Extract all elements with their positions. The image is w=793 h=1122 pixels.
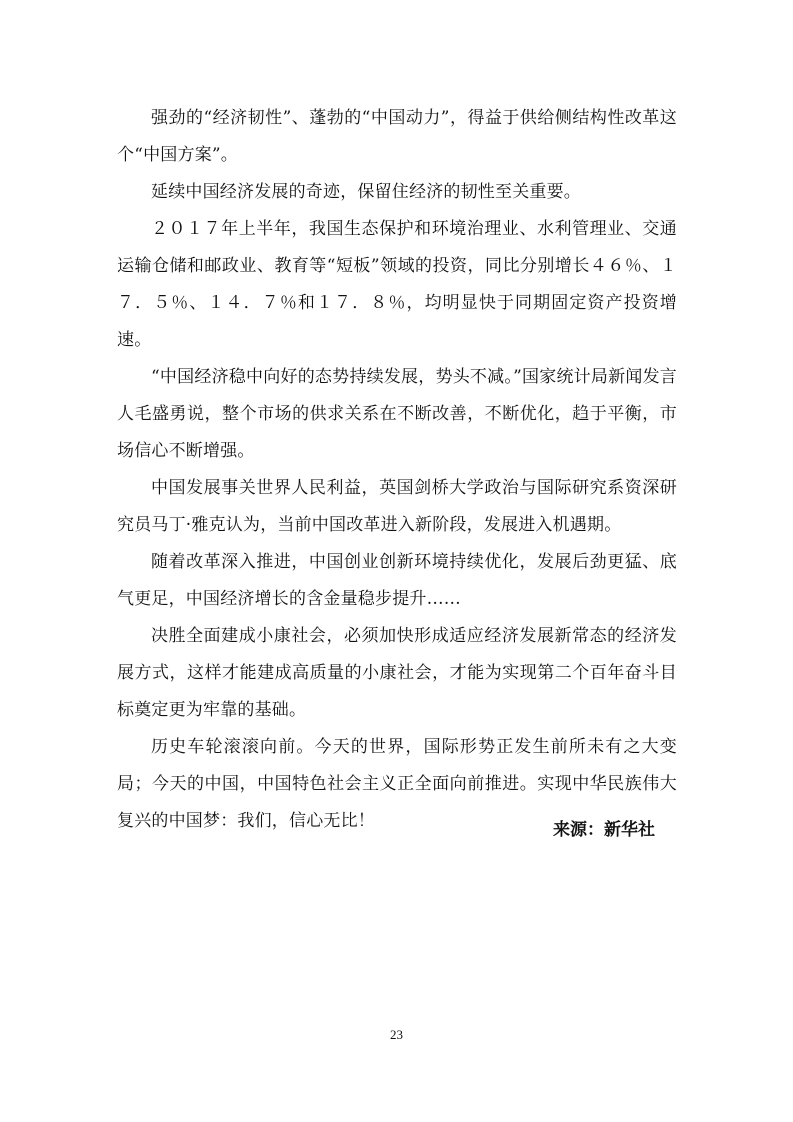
paragraph-4: “中国经济稳中向好的态势持续发展，势头不减。”国家统计局新闻发言人毛盛勇说，整个市场的供求关系在不断改善，不断优化，趋于平衡，市场信心不断增强。 [117,367,677,461]
paragraph-6: 随着改革深入推进，中国创业创新环境持续优化，发展后劲更猛、底气更足，中国经济增长的含金量稳步提升…… [117,552,677,609]
paragraph-5: 中国发展事关世界人民利益，英国剑桥大学政治与国际研究系资深研究员马丁·雅克认为，当前中国改革进入新阶段，发展进入机遇期。 [117,478,677,535]
paragraph-7: 决胜全面建成小康社会，必须加快形成适应经济发展新常态的经济发展方式，这样才能建成高质量的小康社会，才能为实现第二个百年奋斗目标奠定更为牢靠的基础。 [117,626,677,720]
article-source: 来源：新华社 [553,820,655,840]
paragraph-3: ２０１７年上半年，我国生态保护和环境治理业、水利管理业、交通运输仓储和邮政业、教育等“短板”领域的投资，同比分别增长４６％、１７．５％、１４．７％和１７．８％，均明显快于同期固定资产投资增速。 [117,219,677,350]
article-body [117,100,677,840]
paragraph-2: 延续中国经济发展的奇迹，保留住经济的韧性至关重要。 [151,182,581,202]
paragraph-1: 强劲的“经济韧性”、蓬勃的“中国动力”，得益于供给侧结构性改革这个“中国方案”。 [117,108,677,165]
paragraph-8: 历史车轮滚滚向前。今天的世界，国际形势正发生前所未有之大变局；今天的中国，中国特色社会主义正全面向前推进。实现中华民族伟大复兴的中国梦：我们，信心无比！ [117,737,677,831]
page-number: 23 [390,1027,403,1042]
